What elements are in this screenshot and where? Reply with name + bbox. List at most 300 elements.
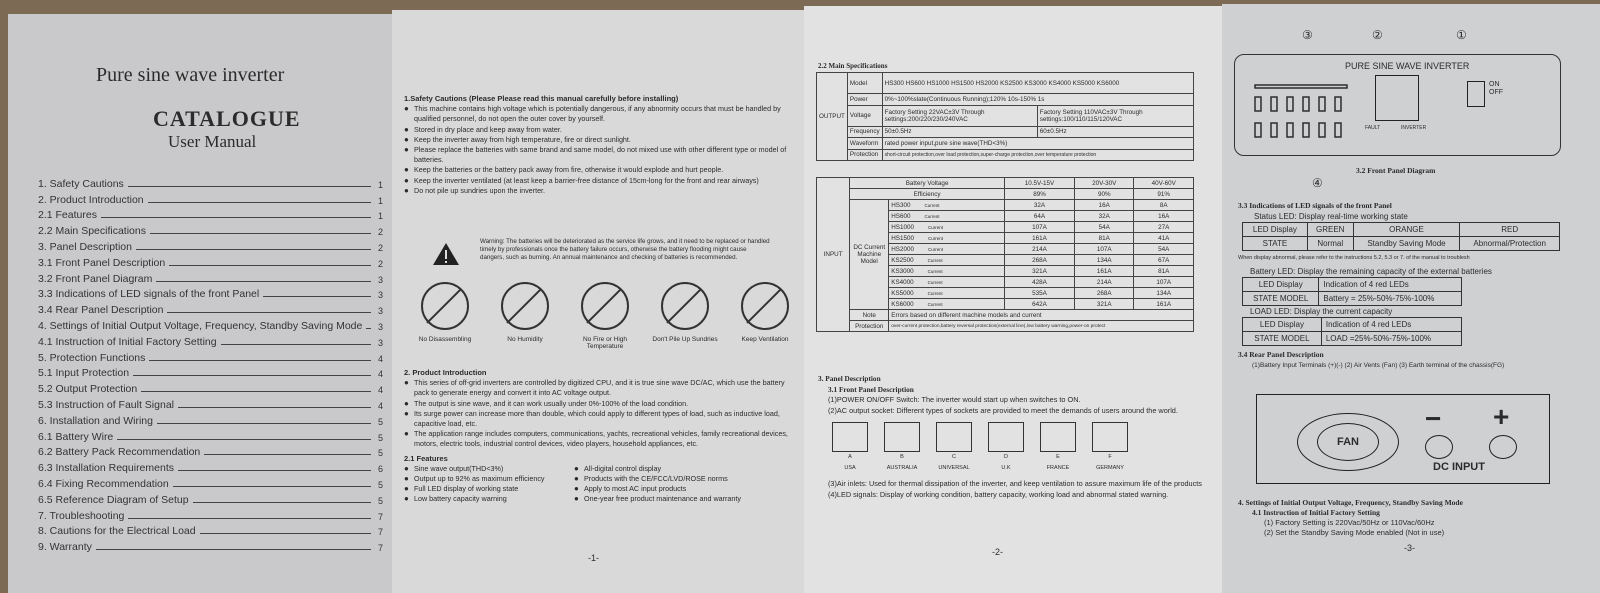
model-name: KS3000 <box>891 267 914 275</box>
toc-label: 2. Product Introduction <box>38 193 144 206</box>
table-cell: 89% <box>1004 189 1074 200</box>
list-item <box>404 135 789 145</box>
toc-leader <box>133 375 371 376</box>
socket-uk-icon <box>988 422 1024 452</box>
list-item-text: Low battery capacity warning <box>414 494 507 504</box>
toc-page-number: 2 <box>377 242 383 253</box>
socket-france-icon <box>1040 422 1076 452</box>
toc-leader <box>150 233 371 234</box>
table-cell: 107A <box>1134 277 1194 288</box>
list-item <box>404 125 789 135</box>
bullet-icon: ● <box>404 484 409 494</box>
table-cell: 8A <box>1134 200 1194 211</box>
toc-page-number: 2 <box>377 227 383 238</box>
boxes-icon <box>661 282 709 330</box>
warning-block <box>432 238 772 266</box>
page-1 <box>392 10 804 593</box>
table-cell: STATE MODEL <box>1243 332 1322 346</box>
socket-name: AUSTRALIA <box>886 464 918 471</box>
bullet-icon: ● <box>404 175 409 185</box>
bullet-icon: ● <box>404 398 409 408</box>
model-name: HS600 <box>891 212 911 220</box>
toc-row <box>38 364 383 380</box>
toc-label: 6.2 Battery Pack Recommendation <box>38 446 201 459</box>
socket-letter: B <box>900 454 904 460</box>
model-cell <box>889 266 1005 277</box>
icon-item <box>650 282 720 350</box>
list-item-text: Do not pile up sundries upon the inverter. <box>414 185 546 195</box>
bullet-icon: ● <box>404 463 409 473</box>
toc-page-number: 4 <box>377 353 383 364</box>
safety-title: 1.Safety Cautions (Please Please read this manual carefully before installing) <box>404 94 679 103</box>
toc-label: 3. Panel Description <box>38 240 132 253</box>
toc-leader <box>263 296 371 297</box>
fan-label: FAN <box>1317 423 1379 461</box>
toc-row <box>38 269 383 285</box>
list-item <box>404 165 789 175</box>
positive-terminal-icon <box>1489 435 1517 459</box>
icon-label: No Humidity <box>507 336 543 343</box>
toc-row <box>38 490 383 506</box>
toc-page-number: 7 <box>377 543 383 554</box>
table-cell: 428A <box>1004 277 1074 288</box>
bullet-icon: ● <box>404 185 409 195</box>
features-left <box>404 464 574 505</box>
waveform-label: Waveform <box>847 138 882 150</box>
toc-row <box>38 285 383 301</box>
model-name: KS2500 <box>891 256 914 264</box>
table-cell: 107A <box>1075 244 1134 255</box>
list-item <box>404 145 789 165</box>
toc-page-number: 3 <box>377 290 383 301</box>
input-protection-label: Protection <box>850 321 889 332</box>
list-item-text: This series of off-grid inverters are controlled by digitized CPU, and it is true sine wave DC/AC, which use the battery pack to generate energy and convert it into AC voltage output. <box>414 378 785 398</box>
front-item-3: (3)Air inlets: Used for thermal dissipation of the inverter, and keep ventilation to assure maximum life of the products <box>828 479 1202 488</box>
prohibition-icons <box>410 282 800 350</box>
model-cell <box>889 255 1005 266</box>
page-3 <box>1222 4 1600 593</box>
intro-list <box>404 378 789 449</box>
toc-label: 7. Troubleshooting <box>38 509 125 522</box>
table-cell: 214A <box>1075 277 1134 288</box>
list-item <box>404 464 574 474</box>
toc-label: 2.1 Features <box>38 209 97 222</box>
bullet-icon: ● <box>404 429 409 439</box>
battery-led-desc: Battery LED: Display the remaining capacity of the external batteries <box>1250 267 1492 276</box>
toc-label: 2.2 Main Specifications <box>38 225 146 238</box>
table-cell: LED Display <box>1243 223 1308 237</box>
toc-page-number: 7 <box>377 527 383 538</box>
bullet-icon: ● <box>404 408 409 418</box>
front-panel-diagram <box>1234 54 1561 156</box>
table-cell: 32A <box>1075 211 1134 222</box>
toc-leader <box>148 202 371 203</box>
bullet-icon: ● <box>574 463 579 473</box>
socket-germany-icon <box>1092 422 1128 452</box>
toc-page-number: 4 <box>377 400 383 411</box>
cover-page <box>8 14 400 593</box>
toc-leader <box>96 549 371 550</box>
toc-label: 5.3 Instruction of Fault Signal <box>38 398 174 411</box>
waveform-value: rated power input,pure sine wave(THD<3%) <box>882 138 1193 150</box>
toc-page-number: 2 <box>377 258 383 269</box>
model-name: KS5000 <box>891 289 914 297</box>
table-cell: 54A <box>1134 244 1194 255</box>
list-item-text: Keep the inverter away from high temperature, fire or direct sunlight. <box>414 134 631 144</box>
current-word: Current <box>927 268 943 274</box>
table-cell: 64A <box>1004 211 1074 222</box>
toc-page-number: 5 <box>377 479 383 490</box>
toc-row <box>38 379 383 395</box>
power-switch-icon <box>1467 81 1485 107</box>
toc-label: 3.3 Indications of LED signals of the front Panel <box>38 288 260 301</box>
table-cell: Indication of 4 red LEDs <box>1319 278 1462 292</box>
list-item-text: Output up to 92% as maximum efficiency <box>414 474 545 484</box>
list-item-text: Products with the CE/FCC/LVD/ROSE norms <box>584 474 728 484</box>
list-item-text: Please replace the batteries with same brand and same model, do not mixed use with other different type or model of batteries. <box>414 145 787 165</box>
table-cell: 321A <box>1004 266 1074 277</box>
table-cell: 321A <box>1075 299 1134 310</box>
bullet-icon: ● <box>404 494 409 504</box>
table-cell: 27A <box>1134 222 1194 233</box>
toc-label: 6. Installation and Wiring <box>38 414 153 427</box>
toc-row <box>38 300 383 316</box>
current-word: Current <box>928 246 944 252</box>
minus-terminal: − <box>1425 403 1442 434</box>
socket-letter: A <box>848 454 852 460</box>
current-word: Current <box>928 224 944 230</box>
toc-row <box>38 411 383 427</box>
toc-leader <box>200 533 371 534</box>
water-drop-icon <box>501 282 549 330</box>
table-cell: 161A <box>1075 266 1134 277</box>
table-cell: 91% <box>1134 189 1194 200</box>
model-cell <box>889 222 1005 233</box>
socket-name: USA <box>844 464 856 471</box>
list-item <box>404 399 789 409</box>
toc-label: 1. Safety Cautions <box>38 177 124 190</box>
toc-leader <box>167 312 371 313</box>
toc-row <box>38 427 383 443</box>
table-of-contents <box>38 174 383 553</box>
toc-row <box>38 506 383 522</box>
socket-types <box>824 422 1208 473</box>
toc-row <box>38 522 383 538</box>
list-item-text: Keep the batteries or the battery pack away from fire, otherwise it would explode and hurt people. <box>414 165 724 175</box>
icon-label: Don't Pile Up Sundries <box>652 336 718 343</box>
list-item-text: Sine wave output(THD<3%) <box>414 463 504 473</box>
toc-label: 3.2 Front Panel Diagram <box>38 272 153 285</box>
socket-australia-icon <box>884 422 920 452</box>
table-cell: 81A <box>1134 266 1194 277</box>
battery-led-table <box>1242 277 1462 306</box>
toc-row <box>38 332 383 348</box>
toc-leader <box>136 249 371 250</box>
dc-current-label: DC Current Machine Model <box>850 200 889 310</box>
factory-item-1: (1) Factory Setting is 220Vac/50Hz or 110Vac/60Hz <box>1264 518 1435 527</box>
model-name: HS1000 <box>891 223 915 231</box>
factory-title: 4.1 Instruction of Initial Factory Setting <box>1252 508 1380 517</box>
table-cell: RED <box>1460 223 1560 237</box>
icon-item <box>490 282 560 350</box>
air-vents <box>1253 81 1349 150</box>
toc-page-number: 1 <box>377 195 383 206</box>
icon-item <box>570 282 640 350</box>
table-cell: LED Display <box>1243 278 1319 292</box>
socket-letter: E <box>1056 454 1060 460</box>
bullet-icon: ● <box>404 378 409 388</box>
table-cell: 161A <box>1004 233 1074 244</box>
cover-title: Pure sine wave inverter <box>96 64 285 86</box>
sun-icon <box>581 282 629 330</box>
negative-terminal-icon <box>1425 435 1453 459</box>
socket-item <box>1084 422 1136 473</box>
toc-row <box>38 190 383 206</box>
list-item <box>404 409 789 429</box>
socket-item <box>824 422 876 473</box>
toc-row <box>38 237 383 253</box>
toc-label: 6.5 Reference Diagram of Setup <box>38 493 189 506</box>
models-value: HS300 HS600 HS1000 HS1500 HS2000 KS2500 KS3000 KS4000 KS5000 KS6000 <box>882 73 1193 94</box>
table-cell: ORANGE <box>1353 223 1460 237</box>
plus-terminal: + <box>1493 401 1510 432</box>
toc-label: 5.1 Input Protection <box>38 367 130 380</box>
front-title: 3.1 Front Panel Description <box>828 384 914 394</box>
toc-row <box>38 443 383 459</box>
table-cell: 134A <box>1075 255 1134 266</box>
table-cell: 40V-60V <box>1134 178 1194 189</box>
socket-name: GERMANY <box>1096 464 1124 471</box>
ac-socket-icon <box>1375 75 1419 121</box>
warning-text: Warning: The batteries will be deteriorated as the service life grows, and it need to be replaced or handled timely by professionals once the battery failure occurs, otherwise the battery flooding might cause dangers, such as burning. An annual maintenance and checking of batteries is recommended. <box>480 238 770 261</box>
table-cell: Battery = 25%-50%-75%-100% <box>1319 292 1462 306</box>
socket-letter: F <box>1108 454 1112 460</box>
toc-label: 6.3 Installation Requirements <box>38 462 174 475</box>
model-name: HS1500 <box>891 234 915 242</box>
toc-label: 9. Warranty <box>38 541 92 554</box>
features-title: 2.1 Features <box>404 453 448 463</box>
bullet-icon: ● <box>404 134 409 144</box>
load-led-table <box>1242 317 1462 346</box>
toc-label: 3.1 Front Panel Description <box>38 256 166 269</box>
list-item-text: Its surge power can increase more than double, which could apply to different types of load, such as inductive load, capacitive load, etc. <box>414 408 780 429</box>
toc-leader <box>178 470 371 471</box>
icon-label: Keep Ventilation <box>741 336 789 343</box>
protection-label: Protection <box>847 149 882 161</box>
front-item-4: (4)LED signals: Display of working condition, battery capacity, working load and abnormal stated warning. <box>828 489 1169 499</box>
rear-desc: (1)Battery Input Terminals (+)(-) (2) Air Vents (Fan) (3) Earth terminal of the chassis(FG) <box>1252 362 1505 369</box>
list-item <box>574 484 784 494</box>
table-cell: LED Display <box>1243 318 1322 332</box>
settings-title: 4. Settings of Initial Output Voltage, Frequency, Standby Saving Mode <box>1238 498 1463 507</box>
toc-label: 6.4 Fixing Recommendation <box>38 477 169 490</box>
bullet-icon: ● <box>574 474 579 484</box>
bullet-icon: ● <box>404 104 409 114</box>
toc-row <box>38 221 383 237</box>
bullet-icon: ● <box>404 124 409 134</box>
output-label: OUTPUT <box>817 73 848 161</box>
toc-leader <box>101 217 371 218</box>
toc-page-number: 4 <box>377 385 383 396</box>
frequency-label: Frequency <box>847 126 882 138</box>
socket-name: FRANCE <box>1046 464 1070 471</box>
off-label: OFF <box>1489 89 1503 96</box>
table-cell: LOAD =25%-50%-75%-100% <box>1321 332 1461 346</box>
voltage-a: Factory Setting 22VAC±3V Through settings:200/220/230/240VAC <box>882 105 1037 126</box>
icon-item <box>410 282 480 350</box>
bullet-icon: ● <box>404 474 409 484</box>
table-cell: 214A <box>1004 244 1074 255</box>
user-manual-heading: User Manual <box>168 132 257 151</box>
table-cell: 535A <box>1004 288 1074 299</box>
model-name: KS4000 <box>891 278 914 286</box>
toc-leader <box>221 344 371 345</box>
toc-leader <box>128 518 371 519</box>
toc-page-number: 3 <box>377 321 383 332</box>
model-label: Model <box>847 73 882 94</box>
model-cell <box>889 200 1005 211</box>
led-title: 3.3 Indications of LED signals of the front Panel <box>1238 201 1392 210</box>
list-item <box>574 464 784 474</box>
current-word: Current <box>924 213 940 219</box>
toc-page-number: 4 <box>377 369 383 380</box>
callout-4: ④ <box>1312 176 1323 190</box>
note-label: Note <box>850 310 889 321</box>
table-cell: GREEN <box>1307 223 1353 237</box>
callout-2: ② <box>1372 28 1383 42</box>
toc-page-number: 1 <box>377 179 383 190</box>
toc-leader <box>178 407 371 408</box>
front-item-2: (2)AC output socket: Different types of sockets are provided to meet the demands of users around the world. <box>828 405 1178 415</box>
toc-label: 4. Settings of Initial Output Voltage, Frequency, Standby Saving Mode <box>38 319 363 332</box>
table-cell: Abnormal/Protection <box>1460 237 1560 251</box>
socket-name: UNIVERSAL <box>938 464 970 471</box>
bullet-icon: ● <box>404 165 409 175</box>
fault-label: FAULT <box>1365 125 1381 131</box>
screwdriver-icon <box>421 282 469 330</box>
frequency-a: 50±0.5Hz <box>882 126 1037 138</box>
note-value: Errors based on different machine models and current <box>889 310 1194 321</box>
icon-label: No Fire or High Temperature <box>582 336 628 350</box>
table-cell: 67A <box>1134 255 1194 266</box>
socket-usa-icon <box>832 422 868 452</box>
toc-page-number: 5 <box>377 448 383 459</box>
icon-item <box>730 282 800 350</box>
toc-label: 3.4 Rear Panel Description <box>38 304 164 317</box>
toc-leader <box>204 454 371 455</box>
bullet-icon: ● <box>574 494 579 504</box>
model-name: KS6000 <box>891 300 914 308</box>
list-item-text: Apply to most AC input products <box>584 484 687 494</box>
toc-row <box>38 537 383 553</box>
factory-item-2: (2) Set the Standby Saving Mode enabled (Not in use) <box>1264 528 1445 537</box>
toc-row <box>38 316 383 332</box>
front-item-1: (1)POWER ON/OFF Switch: The inverter would start up when switches to ON. <box>828 395 1081 404</box>
toc-row <box>38 474 383 490</box>
toc-leader <box>141 391 371 392</box>
page-number: -1- <box>588 553 599 563</box>
voltage-label: Voltage <box>847 105 882 126</box>
table-cell: STATE <box>1243 237 1308 251</box>
input-protection-value: over-current protection,battery reversal protection(external line),low battery warning,power-on protect <box>889 321 1194 332</box>
toc-page-number: 3 <box>377 274 383 285</box>
toc-page-number: 5 <box>377 432 383 443</box>
page-2 <box>804 6 1224 593</box>
diagram-title: 3.2 Front Panel Diagram <box>1356 166 1436 175</box>
list-item <box>404 186 789 196</box>
toc-row <box>38 206 383 222</box>
list-item <box>404 104 789 124</box>
bullet-icon: ● <box>404 145 409 155</box>
model-cell <box>889 244 1005 255</box>
toc-page-number: 1 <box>377 211 383 222</box>
voltage-b: Factory Setting 110VAC±3V Through settings:100/110/115/120VAC <box>1037 105 1193 126</box>
intro-title: 2. Product Introduction <box>404 368 487 377</box>
model-cell <box>889 288 1005 299</box>
table-cell: 10.5V-15V <box>1004 178 1074 189</box>
safety-list <box>404 104 789 196</box>
status-led-table <box>1242 222 1560 251</box>
features-right <box>574 464 784 505</box>
toc-leader <box>169 265 371 266</box>
toc-row <box>38 174 383 190</box>
current-word: Current <box>924 202 940 208</box>
fan-icon <box>741 282 789 330</box>
power-label: Power <box>847 94 882 106</box>
dc-input-label: DC INPUT <box>1433 461 1485 473</box>
input-label: INPUT <box>817 178 850 332</box>
model-name: HS2000 <box>891 245 915 253</box>
toc-leader <box>156 281 371 282</box>
list-item <box>404 484 574 494</box>
toc-page-number: 3 <box>377 337 383 348</box>
toc-page-number: 3 <box>377 306 383 317</box>
toc-leader <box>173 486 371 487</box>
table-cell: STATE MODEL <box>1243 292 1319 306</box>
warning-triangle-icon <box>432 242 460 266</box>
table-cell: 41A <box>1134 233 1194 244</box>
table-cell: 134A <box>1134 288 1194 299</box>
socket-item <box>1032 422 1084 473</box>
rear-panel-diagram <box>1256 394 1550 484</box>
toc-leader <box>366 328 371 329</box>
panel-name: PURE SINE WAVE INVERTER <box>1345 61 1470 71</box>
toc-label: 6.1 Battery Wire <box>38 430 114 443</box>
table-cell: 268A <box>1004 255 1074 266</box>
current-word: Current <box>927 301 943 307</box>
current-word: Current <box>927 290 943 296</box>
list-item <box>404 378 789 398</box>
socket-letter: C <box>952 454 956 460</box>
toc-leader <box>157 423 371 424</box>
toc-leader <box>117 439 371 440</box>
toc-label: 5.2 Output Protection <box>38 383 138 396</box>
table-cell: 20V-30V <box>1075 178 1134 189</box>
list-item-text: One-year free product maintenance and warranty <box>584 494 742 504</box>
model-cell <box>889 211 1005 222</box>
list-item-text: Keep the inverter ventilated (at least keep a barrier-free distance of 15cm-long for the front and rear airways) <box>414 175 759 185</box>
toc-label: 4.1 Instruction of Initial Factory Setting <box>38 335 217 348</box>
toc-page-number: 5 <box>377 495 383 506</box>
status-led-desc: Status LED: Display real-time working state <box>1254 212 1408 221</box>
toc-leader <box>128 186 371 187</box>
toc-row <box>38 395 383 411</box>
list-item-text: The application range includes computers, communications, yachts, recreational vehicles, family recreational devices, motors, electric tools, industrial control devices, video players, household appliances, etc. <box>414 429 788 449</box>
list-item-text: The output is sine wave, and it can work usually under 0%-100% of the load condition. <box>414 398 689 408</box>
toc-page-number: 5 <box>377 416 383 427</box>
table-cell: 642A <box>1004 299 1074 310</box>
table-cell: 16A <box>1075 200 1134 211</box>
